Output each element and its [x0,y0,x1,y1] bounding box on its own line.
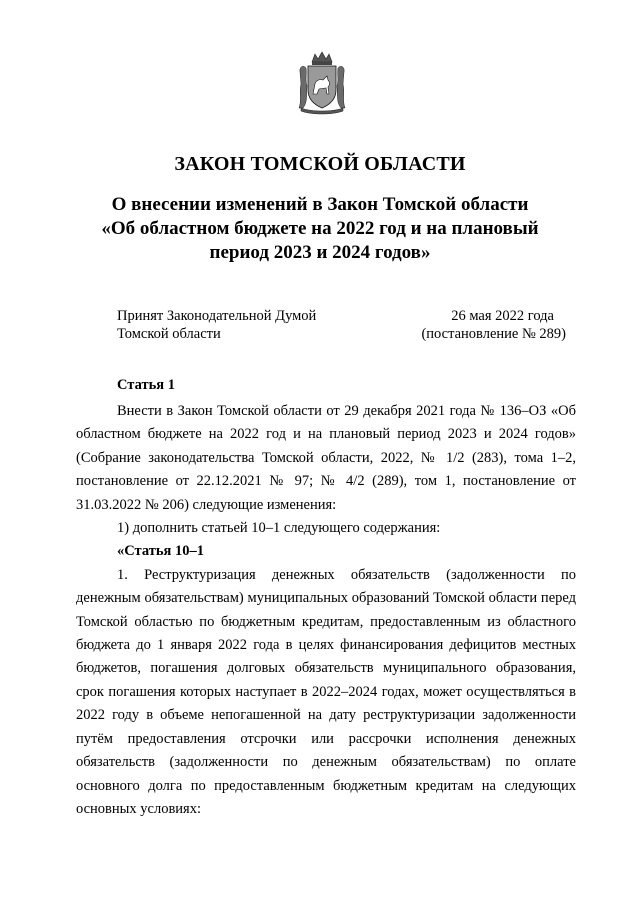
law-title: ЗАКОН ТОМСКОЙ ОБЛАСТИ [174,153,466,175]
adopted-by-line: Томской области [117,326,221,342]
law-subject-line: О внесении изменений в Закон Томской области [111,194,529,215]
law-subject-line: период 2023 и 2024 годов» [209,242,431,263]
law-subject [0,193,640,265]
tomsk-oblast-coat-of-arms-icon [297,50,347,116]
sub-article-heading: «Статья 10–1 [117,543,204,560]
adoption-date-block [421,307,566,343]
paragraph: Внести в Закон Томской области от 29 декабря 2021 года № 136–ОЗ «Об областном бюджете на 2022 год и на плановый период 2023 и 2024 годов» (Собрание законодательства Томской области, 2022, № 1/2 (283), тома 1–2, постановление от 22.12.2021 № 97; № 4/2 (289), том 1, постановление от 31.03.2022 № 206) следующие изменения: [76,403,576,513]
adopted-by [117,307,316,343]
resolution-number: (постановление № 289) [421,326,566,342]
adopted-by-line: Принят Законодательной Думой [117,308,317,324]
law-subject-line: «Об областном бюджете на 2022 год и на плановый [101,218,539,239]
coat-of-arms-emblem [297,50,347,116]
article-body [76,400,576,821]
article-heading: Статья 1 [117,377,175,393]
adoption-date: 26 мая 2022 года [451,308,554,324]
paragraph: 1) дополнить статьей 10–1 следующего содержания: [117,520,441,537]
paragraph: 1. Реструктуризация денежных обязательств (задолженности по денежным обязательствам) муниципальных образований Томской области перед Томской областью по бюджетным кредитам, предоставленным из областного бюджета до 1 января 2022 года в целях финансирования дефицитов местных бюджетов, погашения долговых обязательств муниципального образования, срок погашения которых наступает в 2022–2024 годах, может осуществляться в 2022 году в объеме непогашенной на дату реструктуризации задолженности путём предоставления отсрочки или рассрочки исполнения денежных обязательств (задолженности по денежным обязательствам) по оплате основного долга по предоставленным бюджетным кредитам на следующих основных условиях: [76,566,576,817]
